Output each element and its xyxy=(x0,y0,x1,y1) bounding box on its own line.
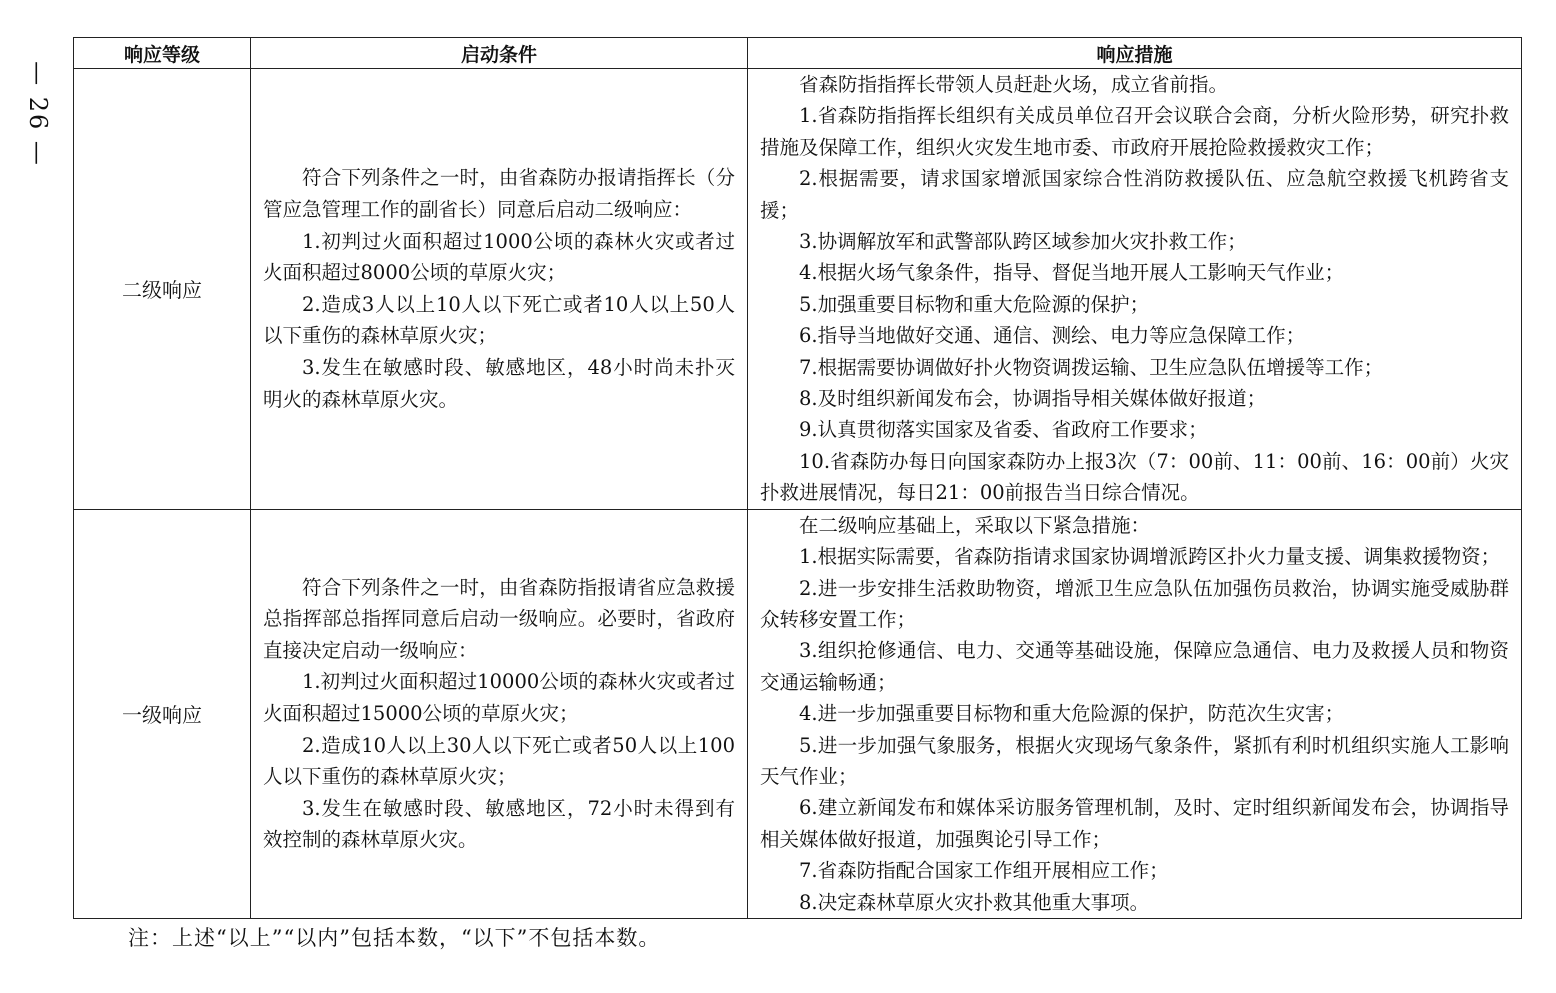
measure-paragraph: 7.省森防指配合国家工作组开展相应工作； xyxy=(799,859,1169,883)
conditions-cell xyxy=(251,69,748,510)
measure-paragraph: 2.根据需要，请求国家增派国家综合性消防救援队伍、应急航空救援飞机跨省支援； xyxy=(760,167,1509,222)
level-cell: 二级响应 xyxy=(74,69,251,510)
measure-paragraph: 9.认真贯彻落实国家及省委、省政府工作要求； xyxy=(799,418,1208,442)
page-number-text: — 26 — xyxy=(24,61,52,167)
measure-paragraph: 5.进一步加强气象服务，根据火灾现场气象条件，紧抓有利时机组织实施人工影响天气作业； xyxy=(760,733,1509,788)
condition-paragraph: 1.初判过火面积超过10000公顷的森林火灾或者过火面积超过15000公顷的草原火灾； xyxy=(263,670,735,726)
table-row xyxy=(74,509,1522,918)
measure-paragraph: 10.省森防办每日向国家森防办上报3次（7：00前、11：00前、16：00前）火灾扑救进展情况，每日21：00前报告当日综合情况。 xyxy=(760,449,1509,505)
measure-paragraph: 1.省森防指指挥长组织有关成员单位召开会议联合会商，分析火险形势，研究扑救措施及保障工作，组织火灾发生地市委、市政府开展抢险救援救灾工作； xyxy=(760,104,1509,159)
condition-paragraph: 符合下列条件之一时，由省森防指报请省应急救援总指挥部总指挥同意后启动一级响应。必要时，省政府直接决定启动一级响应： xyxy=(263,575,735,662)
measure-paragraph: 8.决定森林草原火灾扑救其他重大事项。 xyxy=(799,890,1150,914)
table-header-row xyxy=(74,38,1522,69)
measure-paragraph: 5.加强重要目标物和重大危险源的保护； xyxy=(799,292,1150,316)
measure-paragraph: 2.进一步安排生活救助物资，增派卫生应急队伍加强伤员救治，协调实施受威胁群众转移安置工作； xyxy=(760,576,1509,631)
condition-paragraph: 2.造成3人以上10人以下死亡或者10人以上50人以下重伤的森林草原火灾； xyxy=(263,292,735,348)
measure-paragraph: 8.及时组织新闻发布会，协调指导相关媒体做好报道； xyxy=(799,387,1267,411)
page-number xyxy=(18,52,52,182)
condition-paragraph: 3.发生在敏感时段、敏感地区，48小时尚未扑灭明火的森林草原火灾。 xyxy=(263,356,735,411)
level-cell: 一级响应 xyxy=(74,509,251,918)
condition-paragraph: 符合下列条件之一时，由省森防办报请指挥长（分管应急管理工作的副省长）同意后启动二级响应： xyxy=(263,166,735,222)
measures-cell xyxy=(748,509,1522,918)
header-level: 响应等级 xyxy=(74,38,251,69)
measures-cell xyxy=(748,69,1522,510)
conditions-cell xyxy=(251,509,748,918)
measure-paragraph: 3.组织抢修通信、电力、交通等基础设施，保障应急通信、电力及救援人员和物资交通运输畅通； xyxy=(760,639,1509,694)
measure-paragraph: 3.协调解放军和武警部队跨区域参加火灾扑救工作； xyxy=(799,230,1247,254)
condition-paragraph: 2.造成10人以上30人以下死亡或者50人以上100人以下重伤的森林草原火灾； xyxy=(263,733,735,789)
measure-paragraph: 在二级响应基础上，采取以下紧急措施： xyxy=(799,513,1151,537)
measure-paragraph: 1.根据实际需要，省森防指请求国家协调增派跨区扑火力量支援、调集救援物资； xyxy=(799,545,1501,569)
table-footnote: 注：上述“以上”“以内”包括本数，“以下”不包括本数。 xyxy=(128,926,661,950)
header-measures: 响应措施 xyxy=(748,38,1522,69)
header-conditions: 启动条件 xyxy=(251,38,748,69)
measure-paragraph: 7.根据需要协调做好扑火物资调拨运输、卫生应急队伍增援等工作； xyxy=(799,355,1384,379)
measure-paragraph: 4.根据火场气象条件，指导、督促当地开展人工影响天气作业； xyxy=(799,261,1345,285)
condition-paragraph: 3.发生在敏感时段、敏感地区，72小时未得到有效控制的森林草原火灾。 xyxy=(263,796,735,852)
measure-paragraph: 6.建立新闻发布和媒体采访服务管理机制，及时、定时组织新闻发布会，协调指导相关媒体做好报道，加强舆论引导工作； xyxy=(760,796,1509,851)
table-row xyxy=(74,69,1522,510)
measure-paragraph: 4.进一步加强重要目标物和重大危险源的保护，防范次生灾害； xyxy=(799,702,1345,726)
measure-paragraph: 6.指导当地做好交通、通信、测绘、电力等应急保障工作； xyxy=(799,324,1306,348)
response-level-table xyxy=(73,37,1522,919)
measure-paragraph: 省森防指指挥长带领人员赶赴火场，成立省前指。 xyxy=(799,73,1229,96)
condition-paragraph: 1.初判过火面积超过1000公顷的森林火灾或者过火面积超过8000公顷的草原火灾； xyxy=(263,229,735,285)
